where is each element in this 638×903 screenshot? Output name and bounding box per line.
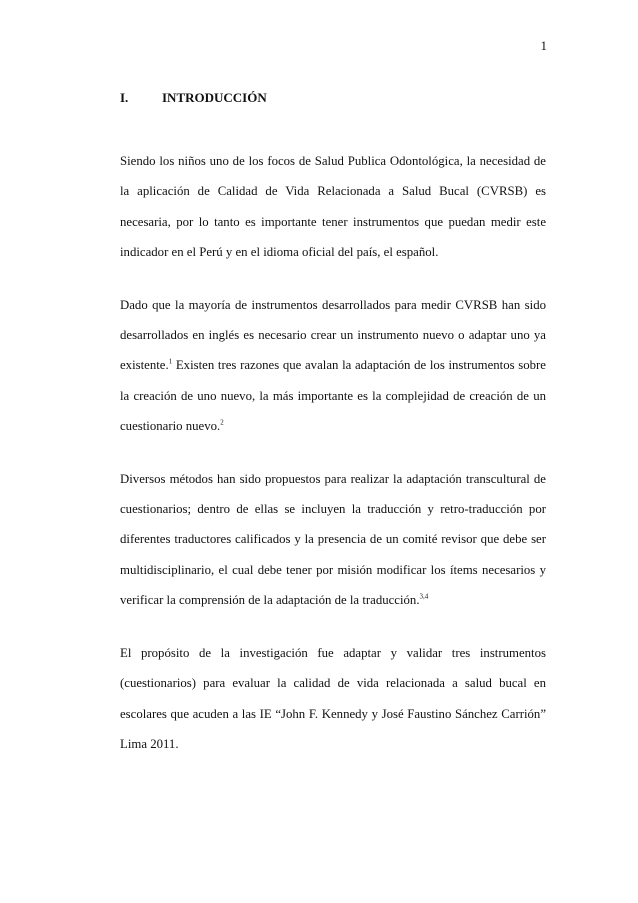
paragraph-text: Siendo los niños uno de los focos de Salud Publica Odontológica, la necesidad de la aplicación de Calidad de Vida Relacionada a Salud Bucal (CVRSB) es necesaria, por lo tanto es importante tener instrumentos que puedan medir este indicador en el Perú y en el idioma oficial del país, el español. [120,154,546,260]
paragraph-text: Dado que la mayoría de instrumentos desarrollados para medir CVRSB han sido desarrollados en inglés es necesario crear un instrumento nuevo o adaptar uno ya existente. [120,297,546,373]
paragraph-text: Diversos métodos han sido propuestos para realizar la adaptación transcultural de cuestionarios; dentro de ellas se incluyen la traducción y retro-traducción por diferentes traductores calificados y la presencia de un comité revisor que debe ser multidisciplinario, el cual debe tener por misión modificar los ítems necesarios y verificar la comprensión de la adaptación de la traducción. [120,471,546,608]
citation-superscript: 3,4 [419,593,429,602]
paragraph [120,638,546,760]
section-heading [120,90,267,106]
section-number: I. [120,90,129,105]
section-title: INTRODUCCIÓN [162,90,267,105]
paragraph-text: El propósito de la investigación fue adaptar y validar tres instrumentos (cuestionarios) para evaluar la calidad de vida relacionada a salud bucal en escolares que acuden a las IE “John F. Kennedy y José Faustino Sánchez Carrión” Lima 2011. [120,645,546,751]
paragraph [120,146,546,268]
paragraph [120,290,546,442]
citation-superscript: 2 [220,418,224,427]
citation-superscript: 1 [168,358,173,367]
paragraph [120,464,546,616]
paragraph-text: Existen tres razones que avalan la adaptación de los instrumentos sobre la creación de uno nuevo, la más importante es la complejidad de creación de un cuestionario nuevo. [120,358,546,434]
page-number: 1 [540,38,547,53]
body-text [120,146,546,781]
